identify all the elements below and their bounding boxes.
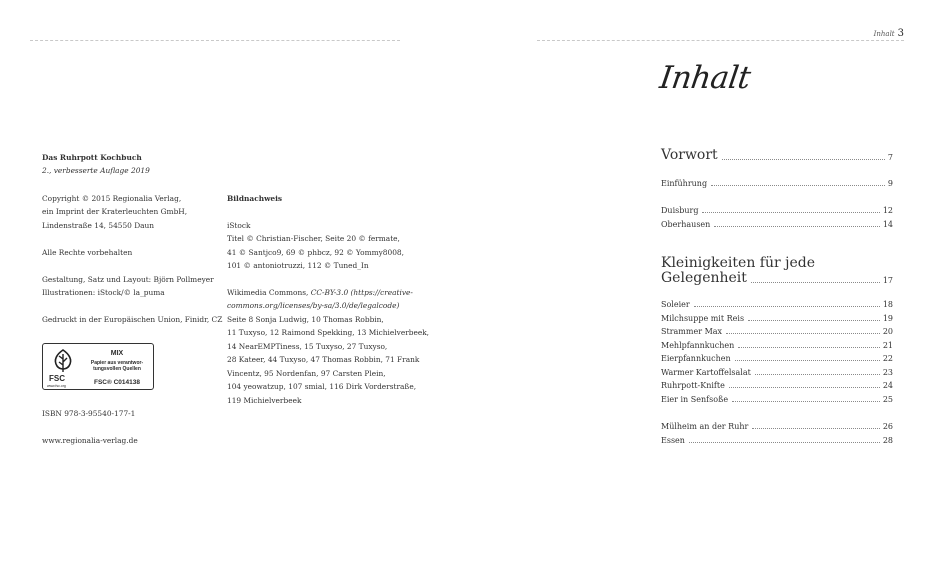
fsc-code: FSC® C014138	[94, 379, 140, 386]
page-number: 3	[897, 28, 904, 39]
printed-in: Gedruckt in der Europäischen Union, Finidr, CZ	[42, 315, 223, 324]
toc-entry-page: 28	[882, 436, 893, 445]
toc-leader	[732, 401, 880, 402]
toc-entry-page: 12	[882, 206, 893, 215]
toc-entry[interactable]	[661, 300, 893, 310]
fsc-mark: FSC	[49, 374, 65, 383]
toc-entry-page: 19	[882, 314, 893, 323]
toc-leader	[738, 347, 880, 348]
toc-leader	[751, 282, 880, 283]
credit-line: 119 Michielverbeek	[227, 396, 302, 405]
credit-line: 28 Kateer, 44 Tuxyso, 47 Thomas Robbin, 71 Frank	[227, 355, 420, 364]
toc-entry[interactable]	[661, 341, 893, 351]
wikimedia-license[interactable]: CC-BY-3.0 (https://creative-	[310, 288, 413, 297]
toc-entry-page: 7	[887, 153, 893, 162]
toc-section-title-line[interactable]: Kleinigkeiten für jede	[661, 255, 815, 271]
book-title: Das Ruhrpott Kochbuch	[42, 153, 142, 162]
toc-entry-page: 17	[882, 276, 893, 285]
website[interactable]: www.regionalia-verlag.de	[42, 436, 138, 445]
toc-entry-label: Eier in Senfsoße	[661, 395, 729, 404]
toc-entry-page: 18	[882, 300, 893, 309]
toc-leader	[726, 333, 880, 334]
toc-entry-page: 21	[882, 341, 893, 350]
toc-leader	[702, 212, 879, 213]
toc-entry[interactable]	[661, 354, 893, 364]
wikimedia-label: Wikimedia Commons,	[227, 288, 311, 297]
toc-entry[interactable]	[661, 314, 893, 324]
toc-leader	[752, 428, 879, 429]
toc-entry[interactable]	[661, 395, 893, 405]
toc-title: Inhalt	[657, 60, 753, 96]
toc-entry-page: 14	[882, 220, 893, 229]
fsc-description	[81, 360, 153, 372]
fsc-desc-line: Papier aus verantwor-	[90, 360, 144, 366]
credit-line: 11 Tuxyso, 12 Raimond Spekking, 13 Michielverbeek,	[227, 328, 430, 337]
toc-entry[interactable]	[661, 327, 893, 337]
toc-entry-label: Duisburg	[661, 206, 699, 215]
toc-entry-page: 22	[882, 354, 893, 363]
copyright-line: ein Imprint der Kraterleuchten GmbH,	[42, 207, 188, 216]
toc-entry[interactable]	[661, 381, 893, 391]
toc-entry-label: Essen	[661, 436, 685, 445]
toc-entry-label: Vorwort	[661, 147, 718, 163]
toc-leader	[729, 387, 880, 388]
toc-entry[interactable]	[661, 368, 893, 378]
toc-entry-page: 25	[882, 395, 893, 404]
fsc-mix: MIX	[110, 350, 124, 357]
toc-entry-page: 26	[882, 422, 893, 431]
fsc-desc-line: tungsvollen Quellen	[93, 366, 141, 372]
toc-entry-label: Mehlpfannkuchen	[661, 341, 735, 350]
toc-leader	[694, 306, 880, 307]
edition: 2., verbesserte Auflage 2019	[42, 166, 150, 175]
toc-leader	[755, 374, 880, 375]
wikimedia-license-url[interactable]: commons.org/licenses/by-sa/3.0/de/legalcode)	[227, 301, 400, 310]
toc-entry-label: Warmer Kartoffelsalat	[661, 368, 751, 377]
toc-entry-label: Milchsuppe mit Reis	[661, 314, 745, 323]
toc-entry-label: Eierpfannkuchen	[661, 354, 731, 363]
layout-credit: Gestaltung, Satz und Layout: Björn Pollmeyer	[42, 275, 214, 284]
copyright-line: Copyright © 2015 Regionalia Verlag,	[42, 194, 182, 203]
running-header	[852, 21, 904, 40]
toc-entry-label: Mülheim an der Ruhr	[661, 422, 749, 431]
credit-line: Vincentz, 95 Nordenfan, 97 Carsten Plein,	[227, 369, 386, 378]
toc-entry-oberhausen[interactable]	[661, 220, 893, 230]
credit-line: Titel © Christian-Fischer, Seite 20 © fermate,	[227, 234, 400, 243]
toc-entry-page: 24	[882, 381, 893, 390]
credit-line: 104 yeowatzup, 107 smial, 116 Dirk Vorderstraße,	[227, 382, 417, 391]
toc-entry-muelheim[interactable]	[661, 422, 893, 432]
toc-entry-label: Oberhausen	[661, 220, 711, 229]
credit-line: Seite 8 Sonja Ludwig, 10 Thomas Robbin,	[227, 315, 384, 324]
toc-leader	[714, 226, 880, 227]
toc-leader	[748, 320, 880, 321]
toc-entry-label: Gelegenheit	[661, 270, 747, 286]
toc-entry-label: Ruhrpott-Knifte	[661, 381, 725, 390]
toc-entry-page: 9	[887, 179, 893, 188]
toc-entry-page: 20	[882, 327, 893, 336]
isbn: ISBN 978-3-95540-177-1	[42, 409, 136, 418]
toc-leader	[735, 360, 880, 361]
toc-entry-section[interactable]	[661, 270, 893, 286]
fsc-label	[42, 343, 154, 390]
toc-entry-label: Soleier	[661, 300, 690, 309]
istock-label: iStock	[227, 221, 251, 230]
running-header-label: Inhalt	[873, 30, 895, 38]
toc-entry-duisburg[interactable]	[661, 206, 893, 216]
credit-line: 101 © antoniotruzzi, 112 © Tuned_In	[227, 261, 369, 270]
illustration-credit: Illustrationen: iStock/© la_puma	[42, 288, 165, 297]
credits-heading: Bildnachweis	[227, 194, 283, 203]
wikimedia-heading	[227, 286, 413, 300]
toc-entry-label: Strammer Max	[661, 327, 723, 336]
fsc-url: www.fsc.org	[47, 384, 66, 388]
toc-entry-label: Einführung	[661, 179, 708, 188]
toc-entry-essen[interactable]	[661, 436, 893, 446]
header-rule-right	[537, 40, 904, 41]
toc-entry-vorwort[interactable]	[661, 147, 893, 163]
credit-line: 14 NearEMPTiness, 15 Tuxyso, 27 Tuxyso,	[227, 342, 388, 351]
toc-leader	[722, 159, 885, 160]
credit-line: 41 © Santjco9, 69 © phbcz, 92 © Yommy8008,	[227, 248, 404, 257]
header-rule-left	[30, 40, 400, 41]
copyright-line: Lindenstraße 14, 54550 Daun	[42, 221, 155, 230]
toc-leader	[711, 185, 885, 186]
toc-entry-einfuehrung[interactable]	[661, 179, 893, 189]
toc-entry-page: 23	[882, 368, 893, 377]
rights-reserved: Alle Rechte vorbehalten	[42, 248, 133, 257]
toc-leader	[689, 442, 880, 443]
